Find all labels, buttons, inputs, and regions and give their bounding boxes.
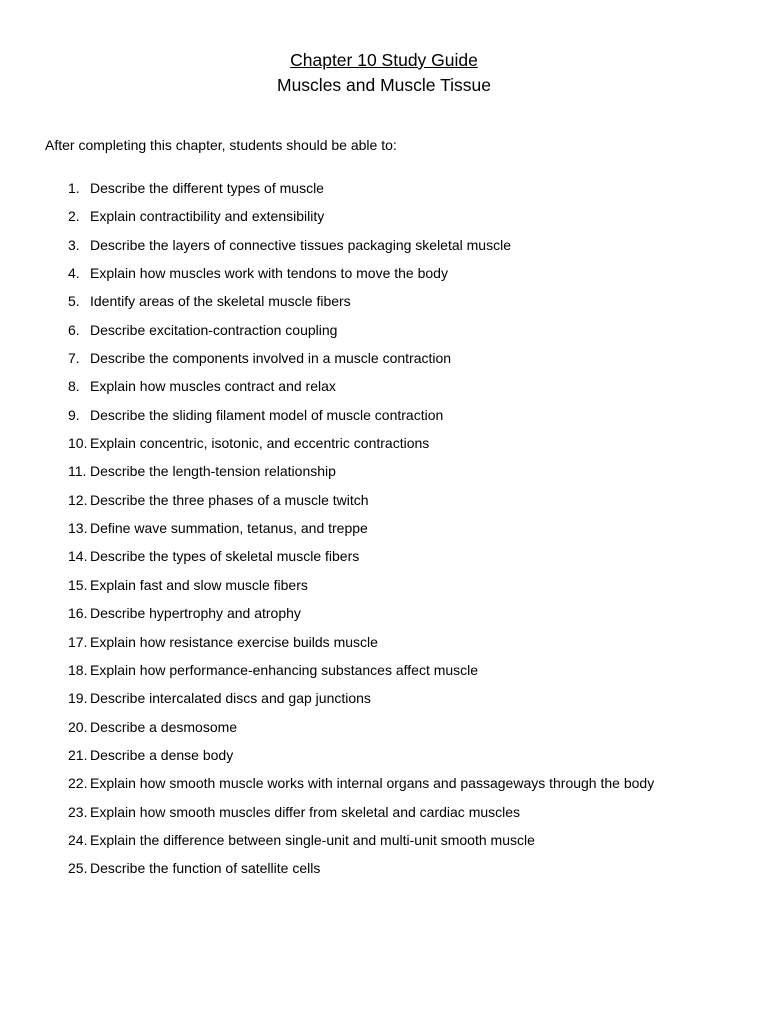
- list-item: [45, 236, 654, 264]
- list-item-number: 19.: [68, 690, 88, 707]
- list-item-text: Explain how smooth muscles differ from skeletal and cardiac muscles: [90, 803, 521, 820]
- list-item-number: 21.: [68, 746, 88, 763]
- list-item: [45, 406, 654, 434]
- list-item: [45, 264, 654, 292]
- list-item-text: Describe the different types of muscle: [90, 180, 324, 196]
- list-item-text: Describe the function of satellite cells: [90, 860, 321, 877]
- intro-text: After completing this chapter, students should be able to:: [45, 137, 397, 153]
- list-item-number: 22.: [68, 775, 88, 792]
- list-item-text: Explain how smooth muscle works with internal organs and passageways through the body: [90, 775, 655, 792]
- list-item: [45, 803, 654, 831]
- list-item-number: 1.: [68, 180, 80, 196]
- list-item: [45, 179, 654, 207]
- list-item-text: Describe the sliding filament model of muscle contraction: [90, 406, 444, 423]
- document-title: Chapter 10 Study Guide: [290, 50, 478, 70]
- list-item-text: Describe a dense body: [90, 746, 234, 763]
- list-item: [45, 831, 654, 859]
- list-item-text: Explain how performance-enhancing substances affect muscle: [90, 661, 479, 678]
- list-item: [45, 633, 654, 661]
- list-item: [45, 349, 654, 377]
- list-item-number: 7.: [68, 350, 80, 367]
- list-item-number: 13.: [68, 520, 88, 537]
- list-item-text: Describe the layers of connective tissues packaging skeletal muscle: [90, 236, 511, 253]
- list-item-number: 6.: [68, 321, 80, 338]
- list-item-number: 23.: [68, 803, 88, 820]
- list-item-number: 18.: [68, 661, 88, 678]
- list-item: [45, 292, 654, 320]
- list-item-number: 5.: [68, 293, 80, 310]
- list-item: [45, 661, 654, 689]
- list-item-text: Describe the components involved in a muscle contraction: [90, 350, 452, 367]
- list-item-text: Describe hypertrophy and atrophy: [90, 605, 301, 622]
- list-item-text: Explain contractibility and extensibility: [90, 208, 325, 225]
- list-item-text: Explain concentric, isotonic, and eccentric contractions: [90, 435, 430, 452]
- list-item: [45, 718, 654, 746]
- list-item: [45, 604, 654, 632]
- list-item-number: 12.: [68, 491, 88, 508]
- list-item-text: Identify areas of the skeletal muscle fibers: [90, 293, 351, 310]
- list-item-number: 10.: [68, 435, 88, 452]
- list-item: [45, 774, 654, 802]
- list-item-text: Define wave summation, tetanus, and treppe: [90, 520, 368, 537]
- list-item-text: Describe intercalated discs and gap junctions: [90, 690, 371, 707]
- list-item-number: 16.: [68, 605, 88, 622]
- list-item-text: Describe the three phases of a muscle twitch: [90, 491, 369, 508]
- list-item: [45, 519, 654, 547]
- list-item-number: 20.: [68, 718, 88, 735]
- list-item-number: 9.: [68, 406, 80, 423]
- list-item-text: Explain fast and slow muscle fibers: [90, 576, 308, 593]
- list-item: [45, 377, 654, 405]
- objectives-list: [45, 179, 654, 888]
- list-item: [45, 434, 654, 462]
- list-item-number: 3.: [68, 236, 80, 253]
- list-item: [45, 689, 654, 717]
- list-item-text: Describe the types of skeletal muscle fibers: [90, 548, 360, 565]
- list-item-number: 15.: [68, 576, 88, 593]
- list-item-text: Explain how resistance exercise builds muscle: [90, 633, 378, 650]
- list-item-text: Explain how muscles contract and relax: [90, 378, 336, 395]
- list-item: [45, 859, 654, 887]
- list-item-text: Describe the length-tension relationship: [90, 463, 336, 480]
- list-item-text: Describe a desmosome: [90, 718, 238, 735]
- list-item: [45, 576, 654, 604]
- list-item-text: Explain how muscles work with tendons to move the body: [90, 265, 448, 282]
- list-item-text: Explain the difference between single-unit and multi-unit smooth muscle: [90, 831, 535, 848]
- list-item: [45, 321, 654, 349]
- list-item-text: Describe excitation-contraction coupling: [90, 321, 338, 338]
- document-subtitle: Muscles and Muscle Tissue: [277, 75, 491, 95]
- list-item-number: 8.: [68, 378, 80, 395]
- list-item-number: 17.: [68, 633, 88, 650]
- list-item-number: 4.: [68, 265, 80, 282]
- list-item: [45, 207, 654, 235]
- list-item-number: 14.: [68, 548, 88, 565]
- list-item-number: 2.: [68, 208, 80, 225]
- list-item-number: 11.: [68, 463, 87, 480]
- list-item: [45, 547, 654, 575]
- list-item: [45, 746, 654, 774]
- list-item-number: 25.: [68, 860, 88, 877]
- list-item: [45, 491, 654, 519]
- list-item-number: 24.: [68, 831, 88, 848]
- list-item: [45, 462, 654, 490]
